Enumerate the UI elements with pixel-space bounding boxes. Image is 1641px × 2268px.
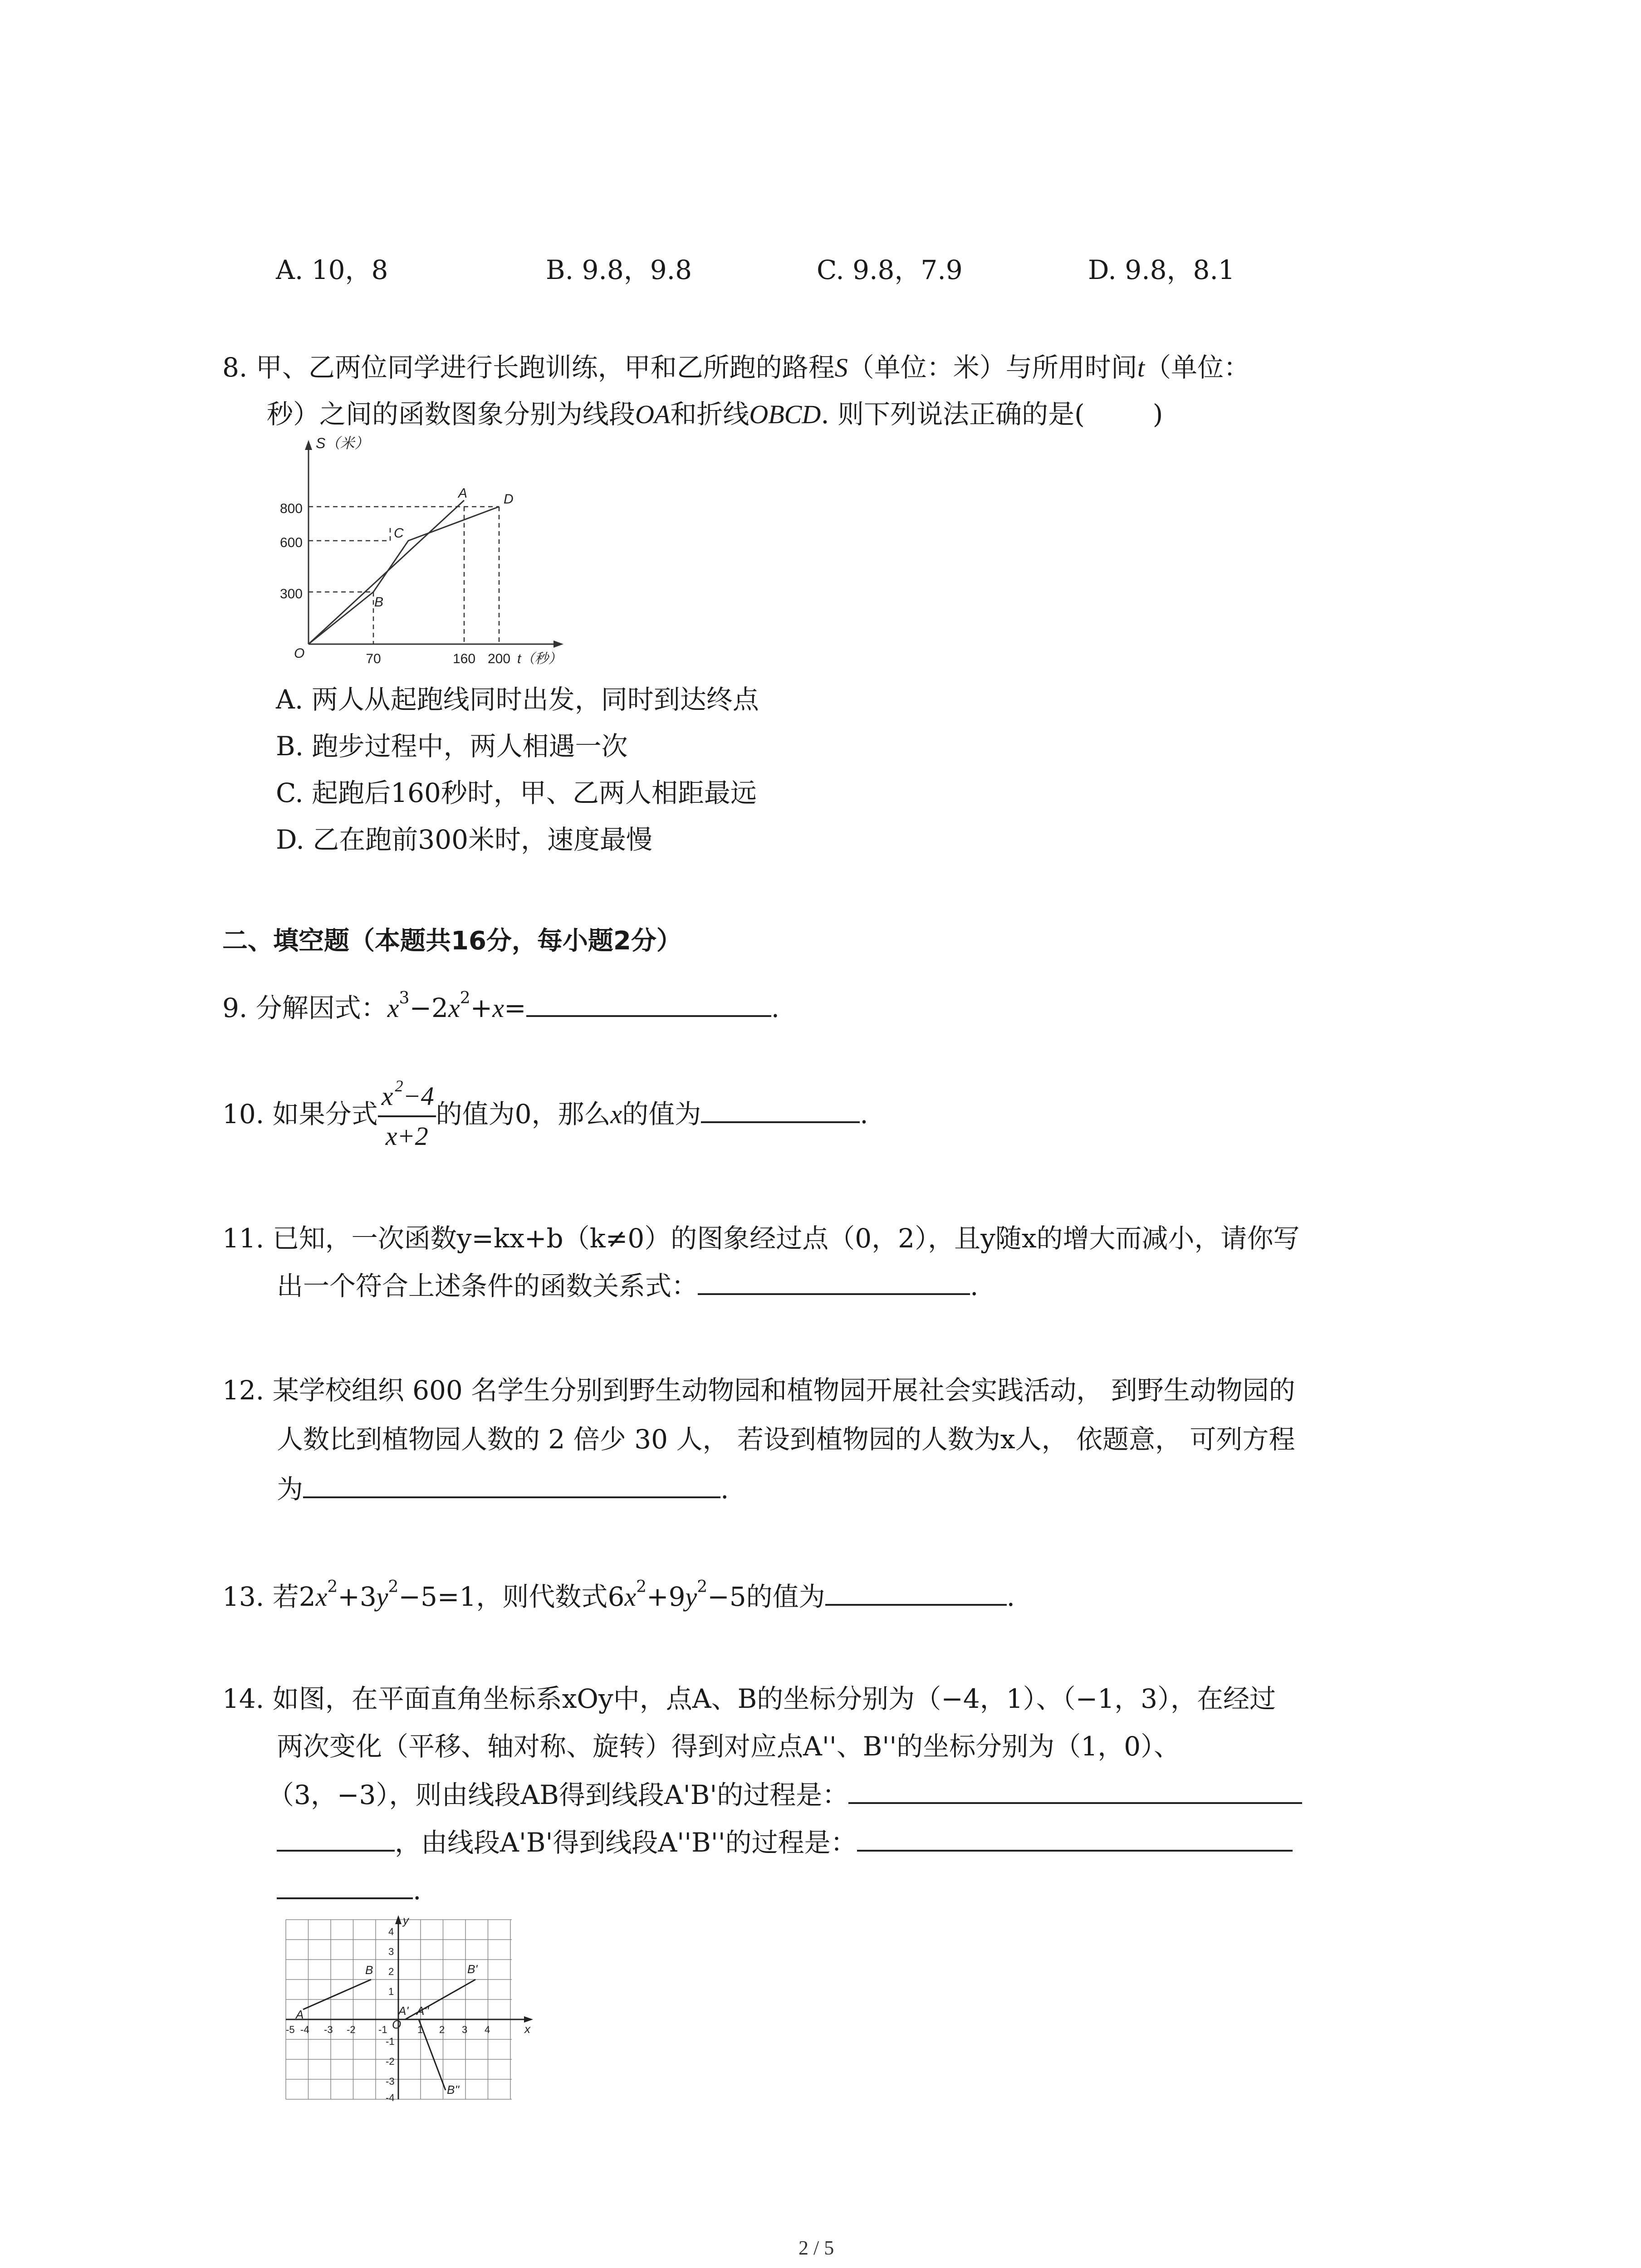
- graph-y-tick-300: 300: [279, 587, 303, 601]
- q14-grid-y-tick: 1: [388, 1986, 394, 1997]
- q14-grid-label-b: B: [365, 1963, 373, 1977]
- q14-grid-label-a: A: [296, 2008, 304, 2021]
- q14-line4: ，由线段A'B'得到线段A''B''的过程是：: [277, 1823, 1293, 1861]
- q10-answer-blank[interactable]: [701, 1095, 860, 1123]
- q14-grid-y-tick: 3: [388, 1946, 394, 1957]
- q7-option-a: A. 10，8: [276, 254, 388, 285]
- q11-line2: 出一个符合上述条件的函数关系式： .: [277, 1267, 978, 1304]
- graph-x-tick-70: 70: [366, 651, 381, 666]
- q14-answer-blank-1-cont[interactable]: [277, 1823, 395, 1852]
- q14-grid-label-b2: B'': [447, 2083, 460, 2097]
- q13-answer-blank[interactable]: [825, 1578, 1007, 1606]
- q11-answer-blank[interactable]: [698, 1267, 970, 1295]
- q14-grid-y-tick: 4: [388, 1926, 394, 1937]
- q7-option-d: D. 9.8，8.1: [1088, 254, 1235, 285]
- q14-grid-label-a1: A': [398, 2004, 409, 2018]
- q14-grid-x-label: x: [524, 2022, 530, 2036]
- q8-option-a: A. 两人从起跑线同时出发，同时到达终点: [276, 684, 759, 715]
- q14-grid-x-tick: -5: [286, 2024, 295, 2035]
- q8-stem-line1: 8. 甲、乙两位同学进行长跑训练，甲和乙所跑的路程S（单位：米）与所用时间t（单位：: [222, 352, 1250, 383]
- q9: 9. 分解因式：$x^3-2x^2+x=$ .: [222, 989, 780, 1023]
- q14-line3: （3，−3），则由线段AB得到线段A'B'的过程是：: [268, 1776, 1302, 1813]
- q7-option-b: B. 9.8，9.8: [546, 254, 692, 285]
- q14-grid-label-a2: A'': [416, 2004, 429, 2018]
- q8-number: 8.: [222, 352, 248, 383]
- graph-y-axis-label: S（米）: [316, 435, 369, 451]
- q14-grid-y-label: y: [403, 1914, 409, 1927]
- q10: 10. 如果分式 $\frac{x ^2-4}{x+2}$ 的值为0，那么x的值为 .: [222, 1077, 868, 1155]
- q12-line1: 12. 某学校组织 600 名学生分别到野生动物园和植物园开展社会实践活动， 到野生动物园的: [222, 1375, 1295, 1406]
- graph-point-c: C: [394, 526, 404, 541]
- q12-answer-blank[interactable]: [303, 1470, 720, 1498]
- graph-y-tick-600: 600: [279, 535, 303, 550]
- q14-answer-blank-2[interactable]: [857, 1823, 1293, 1852]
- q14-grid-label-b1: B': [467, 1962, 478, 1976]
- q11-line1: 11. 已知，一次函数y=kx+b（k≠0）的图象经过点（0，2），且y随x的增大而减小，请你写: [222, 1223, 1300, 1254]
- q14-line1: 14. 如图，在平面直角坐标系xOy中，点A、B的坐标分别为（−4，1）、（−1，3），在经过: [222, 1683, 1276, 1714]
- q7-option-c: C. 9.8，7.9: [817, 254, 963, 285]
- q10-fraction: $\frac{x ^2-4}{x+2}$: [378, 1077, 436, 1155]
- graph-origin-label: O: [294, 646, 305, 661]
- q12-line2: 人数比到植物园人数的 2 倍少 30 人， 若设到植物园的人数为x人， 依题意， 可列方程: [277, 1424, 1295, 1455]
- graph-y-tick-800: 800: [279, 501, 303, 516]
- q14-coordinate-grid: [272, 1914, 535, 2105]
- page-number: 2 / 5: [798, 2237, 834, 2259]
- q14-grid-x-tick: -3: [324, 2024, 333, 2035]
- q8-option-b: B. 跑步过程中，两人相遇一次: [276, 731, 628, 762]
- graph-x-tick-160: 160: [452, 651, 476, 666]
- q8-stem-line2: 秒）之间的函数图象分别为线段OA和折线OBCD. 则下列说法正确的是( ): [267, 399, 1163, 430]
- q9-answer-blank[interactable]: [526, 989, 771, 1017]
- graph-x-axis-label: t（秒）: [517, 651, 562, 666]
- q8-distance-time-graph: [259, 435, 585, 671]
- q14-grid-y-tick: 2: [388, 1966, 394, 1977]
- q8-option-c: C. 起跑后160秒时，甲、乙两人相距最远: [276, 777, 757, 808]
- q14-answer-blank-1[interactable]: [848, 1776, 1302, 1804]
- q14-grid-y-tick: -3: [386, 2076, 395, 2087]
- graph-point-d: D: [504, 492, 514, 507]
- q14-grid-x-tick: 2: [439, 2024, 445, 2035]
- q8-option-d: D. 乙在跑前300米时，速度最慢: [276, 824, 653, 855]
- q14-line2: 两次变化（平移、轴对称、旋转）得到对应点A''、B''的坐标分别为（1，0）、: [277, 1731, 1181, 1762]
- q14-grid-x-tick: -1: [378, 2024, 387, 2035]
- q14-grid-x-tick: 4: [485, 2024, 490, 2035]
- q14-answer-blank-2-cont[interactable]: [277, 1871, 413, 1899]
- q13: 13. 若$2x^2+3y^2-5=1$，则代数式$6x^2+9y^2-5$的值为 .: [222, 1578, 1015, 1612]
- q14-grid-y-tick: -1: [386, 2036, 395, 2047]
- q14-grid-y-tick: -2: [386, 2056, 395, 2067]
- graph-point-a: A: [458, 486, 468, 501]
- section2-title: 二、填空题（本题共16分，每小题2分）: [222, 926, 682, 956]
- q14-grid-x-tick: -2: [347, 2024, 356, 2035]
- q14-grid-x-tick: -4: [300, 2024, 309, 2035]
- q14-grid-origin: O: [392, 2018, 402, 2031]
- q14-grid-x-tick: 1: [417, 2024, 423, 2035]
- q14-grid-y-tick: -4: [386, 2092, 395, 2103]
- q14-grid-x-tick: 3: [462, 2024, 468, 2035]
- graph-point-b: B: [374, 595, 384, 610]
- q12-line3: 为 .: [277, 1470, 729, 1507]
- graph-x-tick-200: 200: [487, 651, 511, 666]
- q14-line5: .: [277, 1871, 421, 1908]
